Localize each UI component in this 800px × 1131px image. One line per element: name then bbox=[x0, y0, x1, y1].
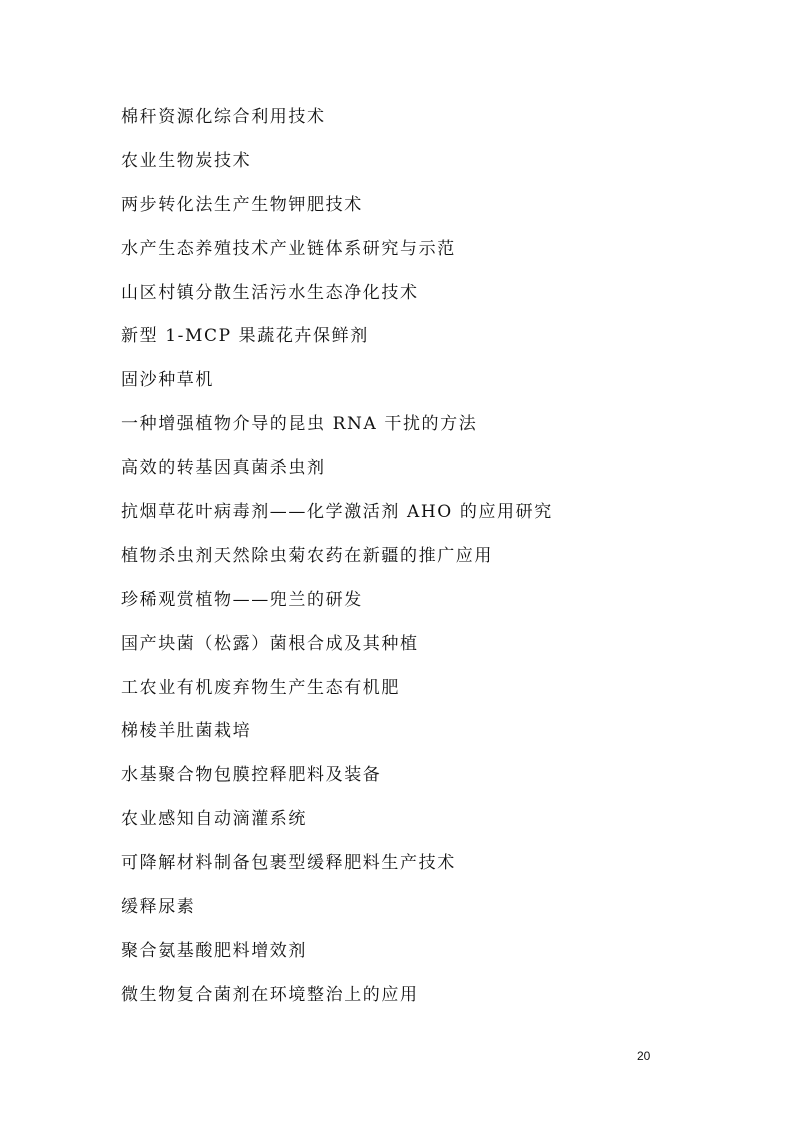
list-item: 缓释尿素 bbox=[121, 897, 196, 918]
list-item: 山区村镇分散生活污水生态净化技术 bbox=[121, 282, 419, 303]
page-number: 20 bbox=[637, 1049, 651, 1063]
list-item: 聚合氨基酸肥料增效剂 bbox=[121, 940, 307, 961]
list-item: 微生物复合菌剂在环境整治上的应用 bbox=[121, 984, 419, 1005]
list-item: 植物杀虫剂天然除虫菊农药在新疆的推广应用 bbox=[121, 545, 493, 566]
technology-list bbox=[121, 104, 721, 1026]
list-item: 梯棱羊肚菌栽培 bbox=[121, 721, 252, 742]
list-item: 工农业有机废弃物生产生态有机肥 bbox=[121, 677, 400, 698]
list-item: 一种增强植物介导的昆虫 RNA 干扰的方法 bbox=[121, 414, 478, 435]
list-item: 高效的转基因真菌杀虫剂 bbox=[121, 458, 326, 479]
list-item: 珍稀观赏植物——兜兰的研发 bbox=[121, 589, 363, 610]
list-item: 棉秆资源化综合利用技术 bbox=[121, 107, 326, 127]
list-item: 新型 1-MCP 果蔬花卉保鲜剂 bbox=[121, 326, 369, 347]
list-item: 农业感知自动滴灌系统 bbox=[121, 809, 307, 830]
list-item: 可降解材料制备包裹型缓释肥料生产技术 bbox=[121, 853, 456, 874]
list-item: 农业生物炭技术 bbox=[121, 150, 252, 171]
list-item: 国产块菌（松露）菌根合成及其种植 bbox=[121, 633, 419, 654]
list-item: 水产生态养殖技术产业链体系研究与示范 bbox=[121, 238, 456, 259]
list-item: 抗烟草花叶病毒剂——化学激活剂 AHO 的应用研究 bbox=[121, 502, 553, 523]
list-item: 固沙种草机 bbox=[121, 370, 214, 391]
list-item: 水基聚合物包膜控释肥料及装备 bbox=[121, 765, 382, 786]
list-item: 两步转化法生产生物钾肥技术 bbox=[121, 194, 363, 215]
